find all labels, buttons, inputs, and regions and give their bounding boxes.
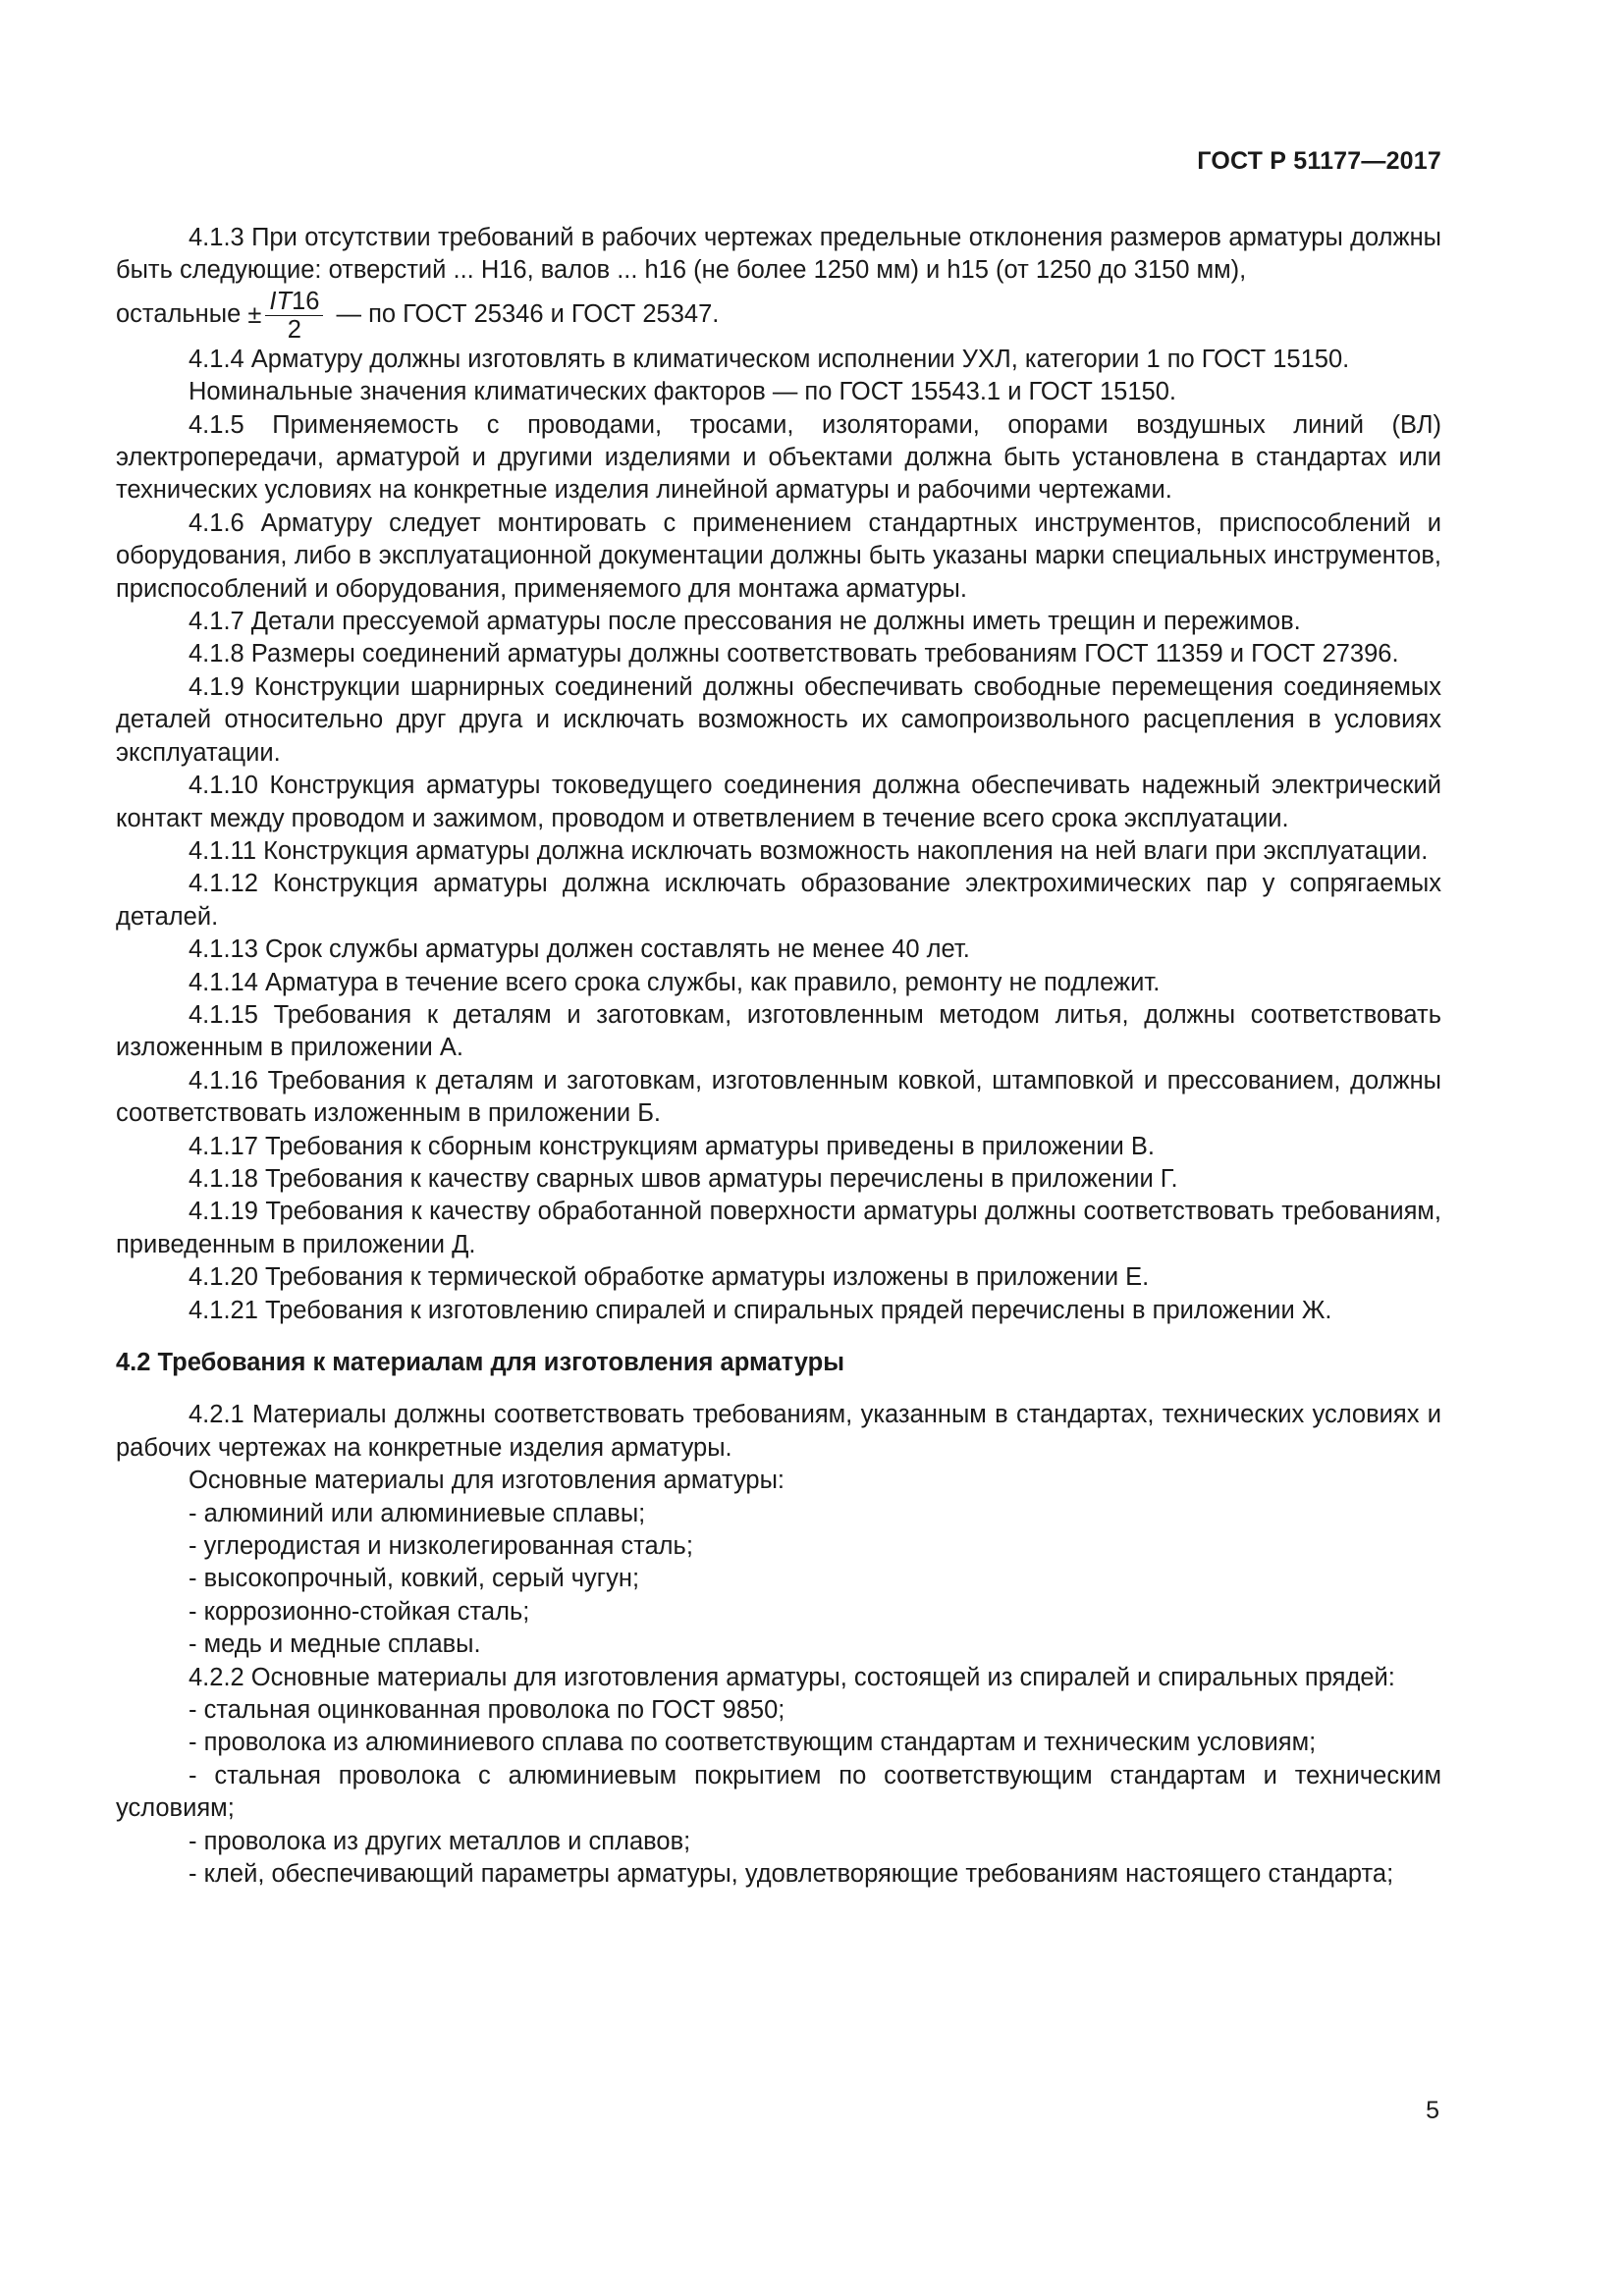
paragraph-4-1-14: 4.1.14 Арматура в течение всего срока службы, как правило, ремонту не подлежит.	[189, 968, 1161, 996]
paragraph-4-2-2: 4.2.2 Основные материалы для изготовления арматуры, состоящей из спиралей и спиральных прядей:	[189, 1663, 1395, 1691]
paragraph-4-1-8: 4.1.8 Размеры соединений арматуры должны соответствовать требованиям ГОСТ 11359 и ГОСТ 27396.	[189, 640, 1399, 668]
list-intro-materials: Основные материалы для изготовления арматуры:	[189, 1467, 785, 1495]
list-item: - высокопрочный, ковкий, серый чугун;	[189, 1565, 640, 1593]
formula-line	[116, 288, 1441, 344]
paragraph-4-1-18: 4.1.18 Требования к качеству сварных швов арматуры перечислены в приложении Г.	[189, 1164, 1178, 1193]
paragraph-4-1-7: 4.1.7 Детали прессуемой арматуры после прессования не должны иметь трещин и пережимов.	[189, 608, 1301, 636]
page-number: 5	[1426, 2097, 1439, 2124]
paragraph-4-1-21: 4.1.21 Требования к изготовлению спиралей и спиральных прядей перечислены в приложении Ж.	[189, 1296, 1332, 1324]
paragraph-4-1-5: 4.1.5 Применяемость с проводами, тросами, изоляторами, опорами воздушных линий (ВЛ) электропередачи, арматурой и другими изделиями и объектами должна быть установлена в стандартах или технических условиях на конкретные изделия линейной арматуры и рабочими чертежами.	[116, 410, 1441, 505]
paragraph-4-1-4-note: Номинальные значения климатических факторов — по ГОСТ 15543.1 и ГОСТ 15150.	[189, 378, 1176, 406]
paragraph-4-1-11: 4.1.11 Конструкция арматуры должна исключать возможность накопления на ней влаги при эксплуатации.	[189, 836, 1429, 865]
paragraph-4-1-6: 4.1.6 Арматуру следует монтировать с применением стандартных инструментов, приспособлений и оборудования, либо в эксплуатационной документации должны быть указаны марки специальных инструментов, приспособлений и оборудования, применяемого для монтажа арматуры.	[116, 508, 1441, 603]
plus-minus-sign: ±	[247, 301, 262, 330]
list-item: - клей, обеспечивающий параметры арматуры, удовлетворяющие требованиям настоящего стандарта;	[189, 1860, 1394, 1889]
document-code-header: ГОСТ Р 51177—2017	[1197, 147, 1441, 175]
paragraph-4-1-3: 4.1.3 При отсутствии требований в рабочих чертежах предельные отклонения размеров арматуры должны быть следующие: отверстий ... Н16, валов ... h16 (не более 1250 мм) и h15 (от 1250 до 3150 мм),	[116, 224, 1441, 285]
list-item: - проволока из других металлов и сплавов;	[189, 1827, 691, 1855]
formula-tail: — по ГОСТ 25346 и ГОСТ 25347.	[336, 300, 720, 329]
fraction-denominator: 2	[287, 315, 301, 344]
paragraph-4-1-13: 4.1.13 Срок службы арматуры должен составлять не менее 40 лет.	[189, 935, 970, 964]
paragraph-4-2-1: 4.2.1 Материалы должны соответствовать требованиям, указанным в стандартах, технических условиях и рабочих чертежах на конкретные изделия арматуры.	[116, 1401, 1441, 1462]
document-body	[116, 222, 1441, 1892]
list-item: - стальная проволока с алюминиевым покрытием по соответствующим стандартам и техническим условиям;	[116, 1761, 1441, 1823]
paragraph-4-1-16: 4.1.16 Требования к деталям и заготовкам, изготовленным ковкой, штамповкой и прессованием, должны соответствовать изложенным в приложении Б.	[116, 1066, 1441, 1128]
fraction	[265, 288, 323, 344]
paragraph-4-1-4: 4.1.4 Арматуру должны изготовлять в климатическом исполнении УХЛ, категории 1 по ГОСТ 15150.	[189, 345, 1350, 373]
paragraph-4-1-20: 4.1.20 Требования к термической обработке арматуры изложены в приложении Е.	[189, 1263, 1150, 1292]
list-item: - проволока из алюминиевого сплава по соответствующим стандартам и техническим условиям;	[189, 1729, 1317, 1757]
paragraph-4-1-9: 4.1.9 Конструкции шарнирных соединений должны обеспечивать свободные перемещения соединяемых деталей относительно друг друга и исключать возможность их самопроизвольного расцепления в условиях эксплуатации.	[116, 672, 1441, 767]
paragraph-4-1-15: 4.1.15 Требования к деталям и заготовкам, изготовленным методом литья, должны соответствовать изложенным в приложении А.	[116, 1000, 1441, 1062]
list-item: - медь и медные сплавы.	[189, 1630, 481, 1659]
section-heading-4-2: 4.2 Требования к материалам для изготовления арматуры	[116, 1349, 844, 1376]
list-item: - коррозионно-стойкая сталь;	[189, 1597, 530, 1626]
formula-lead: остальные	[116, 300, 242, 329]
paragraph-4-1-19: 4.1.19 Требования к качеству обработанной поверхности арматуры должны соответствовать требованиям, приведенным в приложении Д.	[116, 1198, 1441, 1258]
paragraph-4-1-12: 4.1.12 Конструкция арматуры должна исключать образование электрохимических пар у сопрягаемых деталей.	[116, 870, 1441, 931]
paragraph-4-1-10: 4.1.10 Конструкция арматуры токоведущего соединения должна обеспечивать надежный электрический контакт между проводом и зажимом, проводом и ответвлением в течение всего срока эксплуатации.	[116, 772, 1441, 832]
list-item: - углеродистая и низколегированная сталь;	[189, 1532, 693, 1561]
paragraph-4-1-17: 4.1.17 Требования к сборным конструкциям арматуры приведены в приложении В.	[189, 1132, 1155, 1160]
list-item: - стальная оцинкованная проволока по ГОСТ 9850;	[189, 1696, 785, 1725]
list-item: - алюминий или алюминиевые сплавы;	[189, 1499, 646, 1527]
fraction-numerator: IT16	[265, 288, 323, 316]
